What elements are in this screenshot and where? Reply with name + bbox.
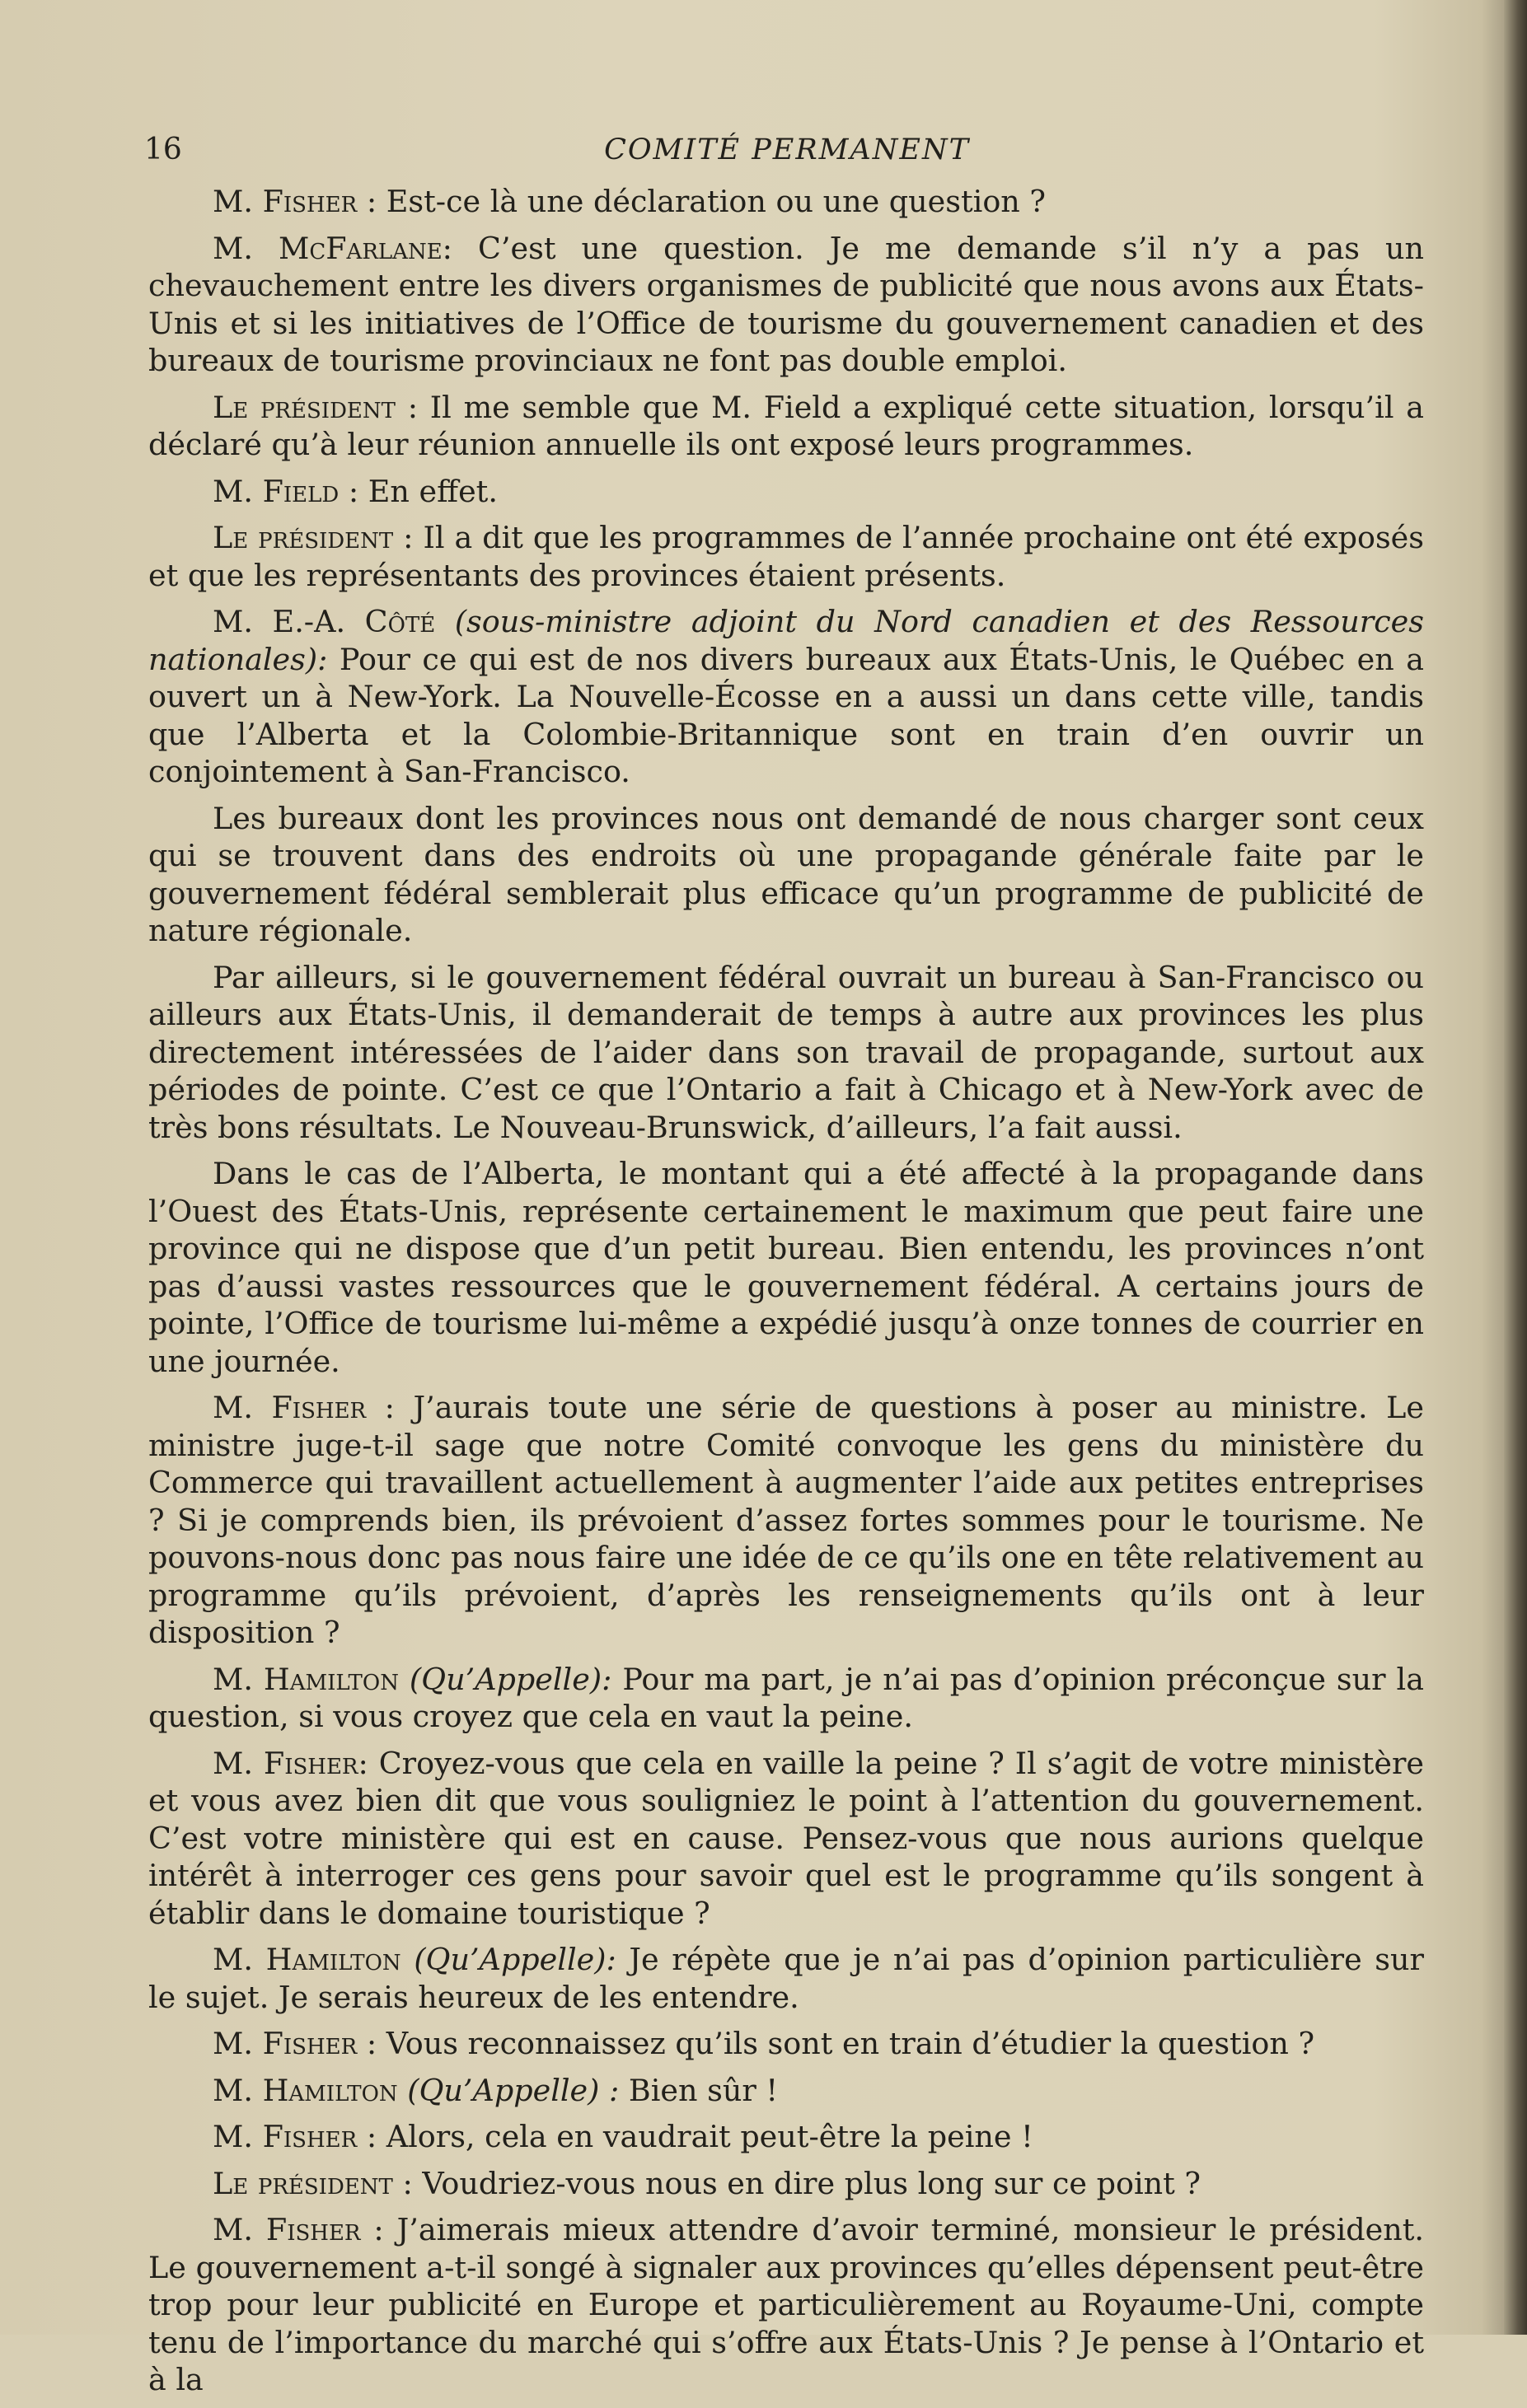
paragraph-text: J’aimerais mieux attendre d’avoir terminé, monsieur le président. Le gouvernement a-t-il songé à signaler aux provinces qu’elles dépensent peut-être trop pour leur publicité en Europe et particulièrement au Royaume-Uni, compte tenu de l’importance du marché qui s’offre aux États-Unis ? Je pense à l’Ontario et à la xyxy=(148,2212,1424,2397)
paragraph-text: J’aurais toute une série de questions à poser au ministre. Le ministre juge-t-il sage que notre Comité convoque les gens du ministère du Commerce qui travaillent actuellement à augmenter l’aide aux petites entreprises ? Si je comprends bien, ils prévoient d’assez fortes sommes pour le tourisme. Ne pouvons-nous donc pas nous faire une idée de ce qu’ils one en tête relativement au programme qu’ils prévoient, d’après les renseignements qu’ils ont à leur disposition ? xyxy=(148,1390,1424,1650)
book-spine-shadow xyxy=(1504,0,1527,2335)
paragraph-text: Il me semble que M. Field a expliqué cette situation, lorsqu’il a déclaré qu’à leur réunion annuelle ils ont exposé leurs programmes. xyxy=(148,389,1424,462)
paragraph-text: Pour ma part, je n’ai pas d’opinion préconçue sur la question, si vous croyez que cela en vaut la peine. xyxy=(148,1661,1424,1734)
transcript-paragraph xyxy=(148,603,1424,791)
transcript-paragraph xyxy=(148,2025,1424,2063)
transcript-paragraph xyxy=(148,1941,1424,2016)
speaker-name: M. Fisher : xyxy=(213,184,377,219)
transcript-paragraph xyxy=(148,2118,1424,2156)
speaker-name: Le président : xyxy=(213,2165,413,2201)
transcript-paragraph xyxy=(148,1745,1424,1933)
paragraph-text: Voudriez-vous nous en dire plus long sur ce point ? xyxy=(422,2165,1201,2201)
paragraph-text: C’est une question. Je me demande s’il n’y a pas un chevauchement entre les divers organismes de publicité que nous avons aux États-Unis et si les initiatives de l’Office de tourisme du gouvernement canadien et des bureaux de tourisme provinciaux ne font pas double emploi. xyxy=(148,230,1424,378)
speaker-name: M. Fisher : xyxy=(213,1390,395,1425)
transcript-paragraph xyxy=(148,800,1424,950)
speaker-name: M. Hamilton xyxy=(213,1661,399,1697)
transcript-paragraph xyxy=(148,389,1424,464)
transcript-paragraph xyxy=(148,2211,1424,2399)
transcript-paragraph xyxy=(148,2072,1424,2110)
speaker-name: M. Hamilton xyxy=(213,1942,401,1977)
transcript-body xyxy=(148,183,1424,2408)
speaker-affiliation: (Qu’Appelle): xyxy=(414,1942,616,1977)
paragraph-text: Croyez-vous que cela en vaille la peine ? Il s’agit de votre ministère et vous avez bien dit que vous souligniez le point à l’attention du gouvernement. C’est votre ministère qui est en cause. Pensez-vous que nous aurions quelque intérêt à interroger ces gens pour savoir quel est le programme qu’ils songent à établir dans le domaine touristique ? xyxy=(148,1745,1424,1931)
page-number: 16 xyxy=(144,133,182,166)
transcript-paragraph xyxy=(148,183,1424,221)
paragraph-text: Alors, cela en vaudrait peut-être la peine ! xyxy=(386,2119,1033,2154)
paragraph-text: Les bureaux dont les provinces nous ont demandé de nous charger sont ceux qui se trouvent dans des endroits où une propagande générale faite par le gouvernement fédéral semblerait plus efficace qu’un programme de publicité de nature régionale. xyxy=(148,800,1424,948)
speaker-name: M. Hamilton xyxy=(213,2072,398,2108)
speaker-affiliation: (Qu’Appelle): xyxy=(409,1661,612,1697)
speaker-name: Le président : xyxy=(213,520,414,555)
paragraph-text: Bien sûr ! xyxy=(628,2072,779,2108)
speaker-name: M. Fisher : xyxy=(213,2212,384,2247)
transcript-paragraph xyxy=(148,519,1424,594)
speaker-name: M. E.-A. Côté xyxy=(213,604,436,639)
speaker-name: M. Fisher: xyxy=(213,1745,368,1781)
paragraph-text: Est-ce là une déclaration ou une question ? xyxy=(386,184,1046,219)
paragraph-text: Vous reconnaissez qu’ils sont en train d’étudier la question ? xyxy=(386,2026,1315,2061)
transcript-paragraph xyxy=(148,1389,1424,1652)
page-header xyxy=(144,130,1430,170)
speaker-name: M. Fisher : xyxy=(213,2026,377,2061)
running-title: COMITÉ PERMANENT xyxy=(604,133,970,166)
transcript-paragraph xyxy=(148,473,1424,511)
transcript-paragraph xyxy=(148,2165,1424,2203)
speaker-affiliation: (sous-ministre adjoint du Nord canadien et des Ressources nationales): xyxy=(148,604,1424,677)
transcript-paragraph xyxy=(148,230,1424,380)
transcript-paragraph xyxy=(148,959,1424,1147)
transcript-paragraph xyxy=(148,1155,1424,1380)
speaker-affiliation: (Qu’Appelle) : xyxy=(407,2072,620,2108)
speaker-name: M. Fisher : xyxy=(213,2119,377,2154)
paragraph-text: Je répète que je n’ai pas d’opinion particulière sur le sujet. Je serais heureux de les entendre. xyxy=(148,1942,1424,2015)
paragraph-text: Pour ce qui est de nos divers bureaux aux États-Unis, le Québec en a ouvert un à New-York. La Nouvelle-Écosse en a aussi un dans cette ville, tandis que l’Alberta et la Colombie-Britannique sont en train d’en ouvrir un conjointement à San-Francisco. xyxy=(148,641,1424,789)
speaker-name: M. McFarlane: xyxy=(213,230,452,266)
paragraph-text: Dans le cas de l’Alberta, le montant qui a été affecté à la propagande dans l’Ouest des États-Unis, représente certainement le maximum que peut faire une province qui ne dispose que d’un petit bureau. Bien entendu, les provinces n’ont pas d’aussi vastes ressources que le gouvernement fédéral. A certains jours de pointe, l’Office de tourisme lui-même a expédié jusqu’à onze tonnes de courrier en une journée. xyxy=(148,1156,1424,1379)
paragraph-text: En effet. xyxy=(368,473,498,509)
paragraph-text: Par ailleurs, si le gouvernement fédéral ouvrait un bureau à San-Francisco ou ailleurs aux États-Unis, il demanderait de temps à autre aux provinces les plus directement intéressées de l’aider dans son travail de propagande, surtout aux périodes de pointe. C’est ce que l’Ontario a fait à Chicago et à New-York avec de très bons résultats. Le Nouveau-Brunswick, d’ailleurs, l’a fait aussi. xyxy=(148,959,1424,1145)
paragraph-text: Il a dit que les programmes de l’année prochaine ont été exposés et que les représentants des provinces étaient présents. xyxy=(148,520,1425,593)
speaker-name: Le président : xyxy=(213,389,419,425)
speaker-name: M. Field : xyxy=(213,473,359,509)
transcript-paragraph xyxy=(148,1661,1424,1736)
